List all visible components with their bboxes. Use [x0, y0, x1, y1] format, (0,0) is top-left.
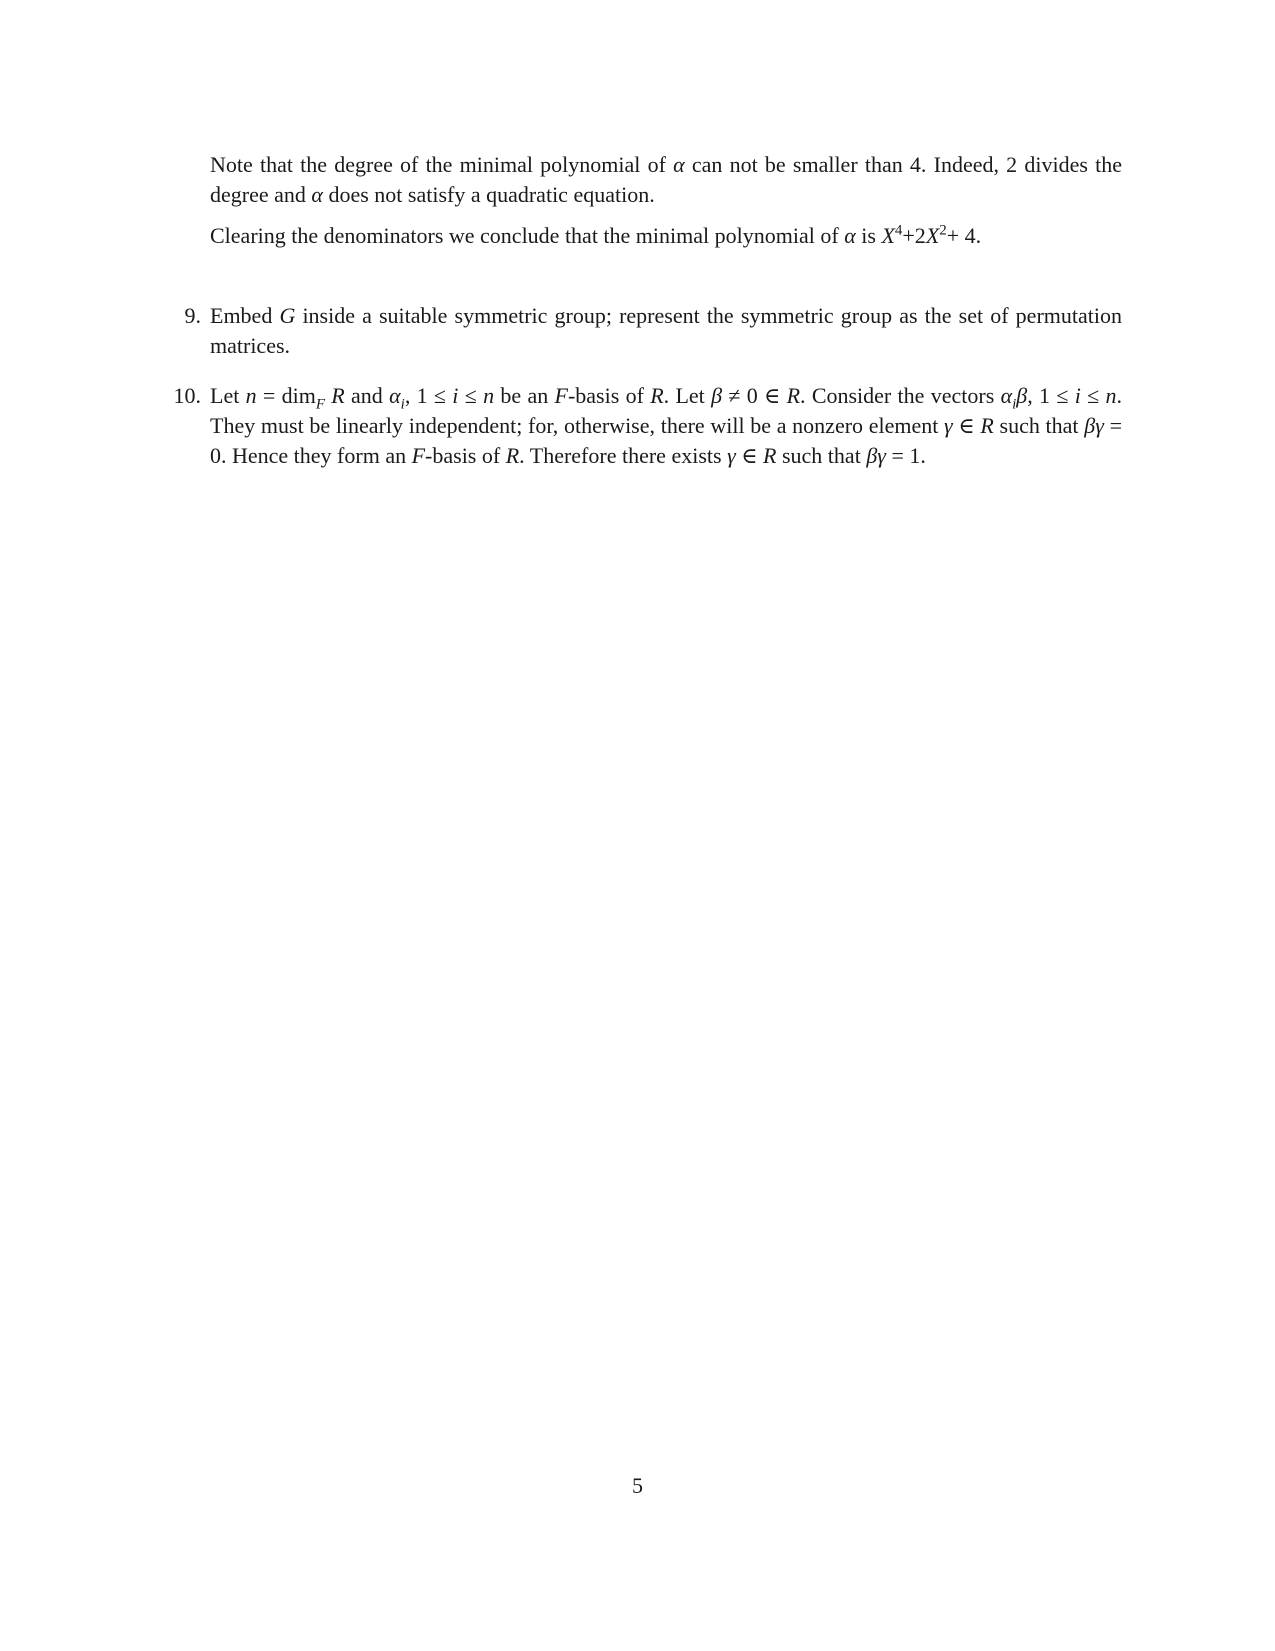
paragraph-minimal-polynomial: [210, 221, 1122, 251]
list-item-text: Embed G inside a suitable symmetric group; represent the symmetric group as the set of permutation matrices.: [210, 303, 1122, 358]
paragraph-text: Note that the degree of the minimal polynomial of α can not be smaller than 4. Indeed, 2 divides the degree and α does not satisfy a quadratic equation.: [210, 152, 1122, 207]
page-number: 5: [632, 1473, 643, 1498]
list-item-number: 9.: [184, 303, 201, 328]
paragraph-degree-note: [210, 150, 1122, 210]
list-item-text: Let n = dim$_F$ R and $\alpha_i$, 1 ≤ i ≤ n be an F-basis of R. Let β ≠ 0 ∈ R. Consider the vectors $\alpha_i\beta$, 1 ≤ i ≤ n. They must be linearly independent; for, otherwise, there will be a nonzero element γ ∈ R such that βγ = 0. Hence they form an F-basis of R. Therefore there exists γ ∈ R such that βγ = 1.: [210, 383, 1123, 468]
list-item-number: 10.: [173, 383, 201, 408]
list-item-9: [184, 301, 1122, 361]
paragraph-text: Clearing the denominators we conclude that the minimal polynomial of α is $X^4+2X^2+ 4$.: [210, 222, 982, 248]
list-item-10: [173, 381, 1123, 471]
